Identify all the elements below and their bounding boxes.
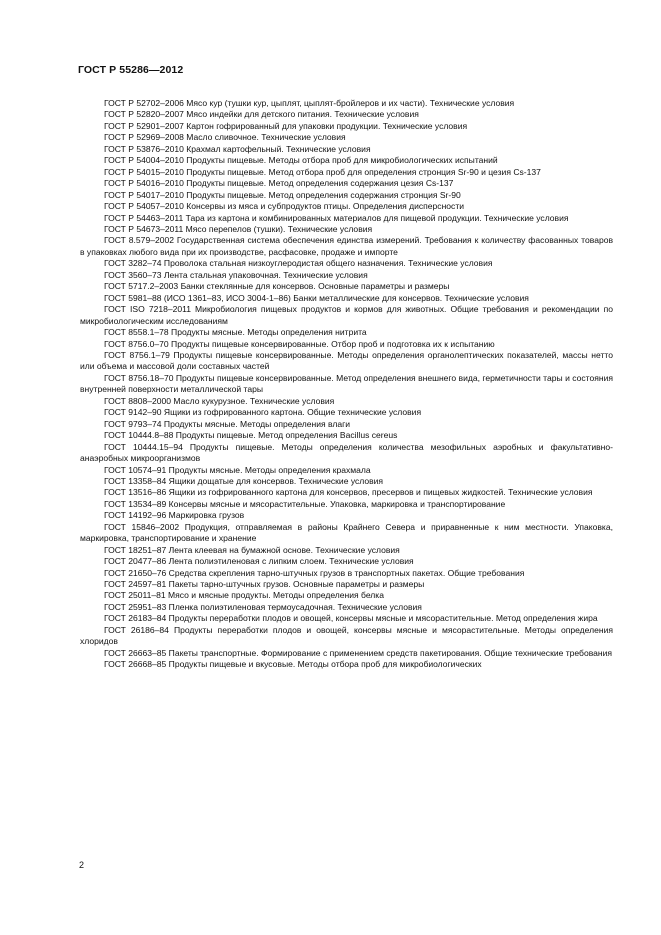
reference-item: ГОСТ 8756.1–79 Продукты пищевые консервированные. Методы определения органолептических показателей, массы нетто или объема и массовой доли составных частей <box>80 349 613 372</box>
reference-item: ГОСТ 8558.1–78 Продукты мясные. Методы определения нитрита <box>104 327 367 338</box>
reference-item: ГОСТ 8756.18–70 Продукты пищевые консервированные. Метод определения внешнего вида, герметичности тары и состояния внутренней поверхности металлической тары <box>80 372 613 395</box>
reference-item: ГОСТ Р 52901–2007 Картон гофрированный для упаковки продукции. Технические условия <box>104 120 468 131</box>
reference-item: ГОСТ Р 54004–2010 Продукты пищевые. Методы отбора проб для микробиологических испытаний <box>104 155 498 166</box>
reference-item: ГОСТ Р 54057–2010 Консервы из мяса и субпродуктов птицы. Определения дисперсности <box>104 201 465 212</box>
reference-item: ГОСТ 9793–74 Продукты мясные. Методы определения влаги <box>104 418 351 429</box>
reference-item: ГОСТ Р 53876–2010 Крахмал картофельный. Технические условия <box>104 143 371 154</box>
reference-item: ГОСТ 26183–84 Продукты переработки плодов и овощей, консервы мясные и мясорастительные. Метод определения жира <box>104 613 598 624</box>
reference-item: ГОСТ 15846–2002 Продукция, отправляемая в районы Крайнего Севера и приравненные к ним местности. Упаковка, маркировка, транспортирование и хранение <box>80 521 613 544</box>
reference-item: ГОСТ Р 54015–2010 Продукты пищевые. Метод отбора проб для определения стронция Sr-90 и цезия Cs-137 <box>104 166 541 177</box>
reference-item: ГОСТ 10444.15–94 Продукты пищевые. Методы определения количества мезофильных аэробных и факультативно-анаэробных микроорганизмов <box>80 441 613 464</box>
references-list <box>80 98 613 671</box>
reference-item: ГОСТ Р 52702–2006 Мясо кур (тушки кур, цыплят, цыплят-бройлеров и их части). Технические условия <box>104 98 515 108</box>
reference-item: ГОСТ 25011–81 Мясо и мясные продукты. Методы определения белка <box>104 590 384 601</box>
reference-item: ГОСТ 13358–84 Ящики дощатые для консервов. Технические условия <box>104 475 384 486</box>
reference-item: ГОСТ 14192–96 Маркировка грузов <box>104 510 245 521</box>
reference-item: ГОСТ 26186–84 Продукты переработки плодов и овощей, консервы мясные и мясорастительные. Методы определения хлоридов <box>80 624 613 647</box>
reference-item: ГОСТ Р 54463–2011 Тара из картона и комбинированных материалов для пищевой продукции. Технические условия <box>104 212 569 223</box>
reference-item: ГОСТ 26663–85 Пакеты транспортные. Формирование с применением средств пакетирования. Общие технические требования <box>104 647 613 658</box>
reference-item: ГОСТ Р 54673–2011 Мясо перепелов (тушки). Технические условия <box>104 223 373 234</box>
reference-item: ГОСТ 25951–83 Пленка полиэтиленовая термоусадочная. Технические условия <box>104 601 422 612</box>
reference-item: ГОСТ 20477–86 Лента полиэтиленовая с липким слоем. Технические условия <box>104 556 414 567</box>
reference-item: ГОСТ 26668–85 Продукты пищевые и вкусовые. Методы отбора проб для микробиологических <box>104 659 482 670</box>
reference-item: ГОСТ 10574–91 Продукты мясные. Методы определения крахмала <box>104 464 371 475</box>
page-header: ГОСТ Р 55286—2012 <box>78 64 184 76</box>
reference-item: ГОСТ 3560–73 Лента стальная упаковочная. Технические условия <box>104 269 368 280</box>
page-number: 2 <box>79 860 85 870</box>
reference-item: ГОСТ 24597–81 Пакеты тарно-штучных грузов. Основные параметры и размеры <box>104 579 425 590</box>
reference-item: ГОСТ 8.579–2002 Государственная система обеспечения единства измерений. Требования к количеству фасованных товаров в упаковках любого вида при их производстве, расфасовке, продаже и импорте <box>80 235 613 257</box>
reference-item: ГОСТ 10444.8–88 Продукты пищевые. Метод определения Bacillus cereus <box>104 430 398 441</box>
reference-item: ГОСТ Р 52969–2008 Масло сливочное. Технические условия <box>104 132 346 143</box>
reference-item: ГОСТ 18251–87 Лента клеевая на бумажной основе. Технические условия <box>104 544 400 555</box>
reference-item: ГОСТ 13534–89 Консервы мясные и мясорастительные. Упаковка, маркировка и транспортирование <box>104 498 506 509</box>
reference-item: ГОСТ ISO 7218–2011 Микробиология пищевых продуктов и кормов для животных. Общие требования и рекомендации по микробиологическим исследованиям <box>80 304 613 326</box>
reference-item: ГОСТ 13516–86 Ящики из гофрированного картона для консервов, пресервов и пищевых жидкостей. Технические условия <box>104 487 593 498</box>
reference-item: ГОСТ 8756.0–70 Продукты пищевые консервированные. Отбор проб и подготовка их к испытанию <box>104 338 495 349</box>
reference-item: ГОСТ Р 52820–2007 Мясо индейки для детского питания. Технические условия <box>104 109 419 120</box>
reference-item: ГОСТ 5717.2–2003 Банки стеклянные для консервов. Основные параметры и размеры <box>104 281 450 292</box>
reference-item: ГОСТ Р 54016–2010 Продукты пищевые. Метод определения содержания цезия Cs-137 <box>104 178 454 189</box>
reference-item: ГОСТ Р 54017–2010 Продукты пищевые. Метод определения содержания стронция Sr-90 <box>104 189 461 200</box>
reference-item: ГОСТ 3282–74 Проволока стальная низкоуглеродистая общего назначения. Технические условия <box>104 258 493 269</box>
reference-item: ГОСТ 5981–88 (ИСО 1361–83, ИСО 3004-1–86) Банки металлические для консервов. Технические условия <box>104 292 529 303</box>
reference-item: ГОСТ 21650–76 Средства скрепления тарно-штучных грузов в транспортных пакетах. Общие требования <box>104 567 525 578</box>
reference-item: ГОСТ 9142–90 Ящики из гофрированного картона. Общие технические условия <box>104 407 422 418</box>
reference-item: ГОСТ 8808–2000 Масло кукурузное. Технические условия <box>104 395 335 406</box>
